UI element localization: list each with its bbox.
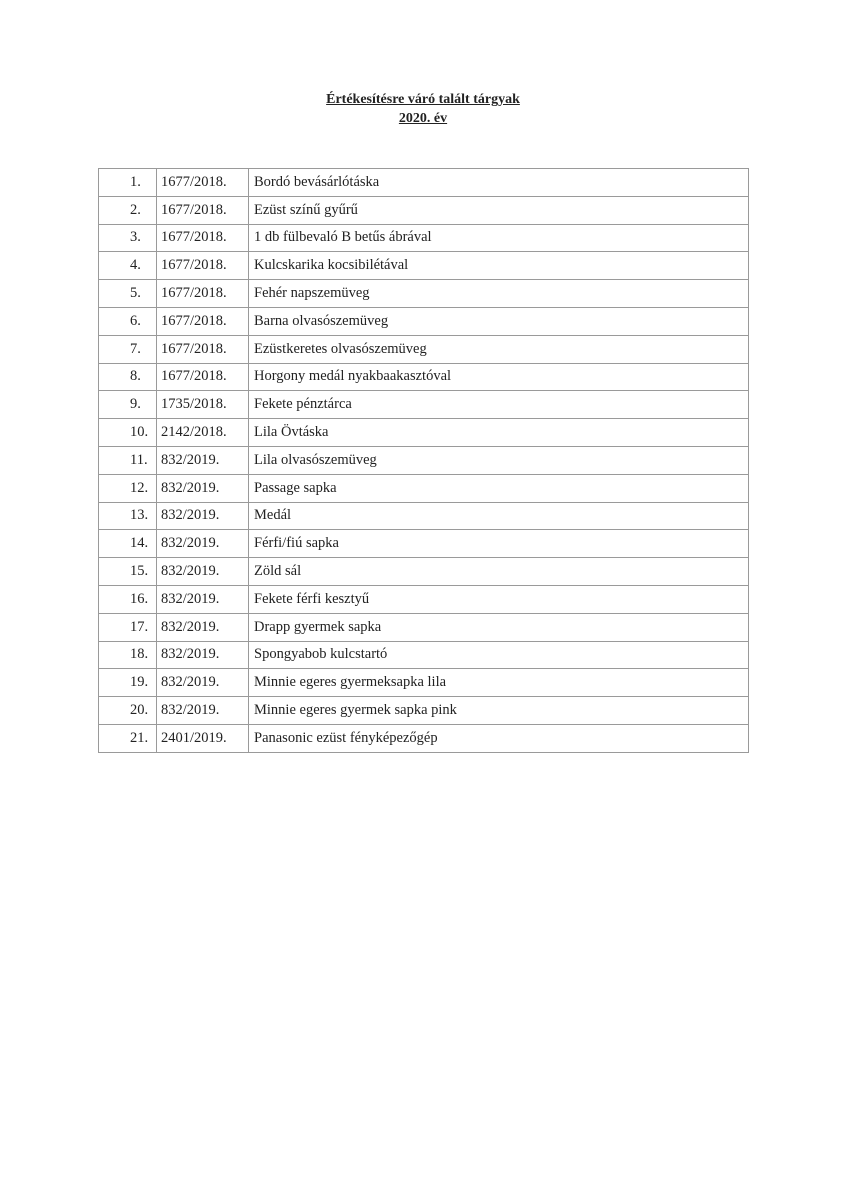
case-number: 832/2019. xyxy=(157,585,249,613)
found-items-table xyxy=(98,168,749,753)
row-number-text: 1. xyxy=(130,173,141,190)
item-description: Lila Övtáska xyxy=(249,419,749,447)
document-subtitle: 2020. év xyxy=(398,111,448,126)
item-description: Drapp gyermek sapka xyxy=(249,613,749,641)
item-description: 1 db fülbevaló B betűs ábrával xyxy=(249,224,749,252)
row-number-text: 12. xyxy=(130,479,149,496)
found-items-table-body xyxy=(99,169,749,753)
case-number: 1677/2018. xyxy=(157,280,249,308)
table-row xyxy=(99,419,749,447)
row-number-text: 18. xyxy=(130,646,149,663)
case-number: 1677/2018. xyxy=(157,169,249,197)
row-number xyxy=(99,335,157,363)
row-number-text: 9. xyxy=(130,396,141,413)
row-number-text: 17. xyxy=(130,618,149,635)
item-description: Ezüstkeretes olvasószemüveg xyxy=(249,335,749,363)
title-block xyxy=(0,90,846,128)
row-number-text: 13. xyxy=(130,507,149,524)
case-number: 2142/2018. xyxy=(157,419,249,447)
row-number-text: 5. xyxy=(130,285,141,302)
case-number: 832/2019. xyxy=(157,446,249,474)
case-number: 832/2019. xyxy=(157,474,249,502)
case-number: 1677/2018. xyxy=(157,252,249,280)
row-number xyxy=(99,641,157,669)
item-description: Minnie egeres gyermeksapka lila xyxy=(249,669,749,697)
row-number xyxy=(99,280,157,308)
row-number xyxy=(99,391,157,419)
document-title: Értékesítésre váró talált tárgyak xyxy=(326,92,520,107)
case-number: 832/2019. xyxy=(157,502,249,530)
row-number-text: 21. xyxy=(130,729,149,746)
row-number xyxy=(99,613,157,641)
table-row xyxy=(99,307,749,335)
case-number: 1677/2018. xyxy=(157,335,249,363)
row-number-text: 15. xyxy=(130,563,149,580)
row-number xyxy=(99,419,157,447)
item-description: Medál xyxy=(249,502,749,530)
table-row xyxy=(99,363,749,391)
row-number xyxy=(99,474,157,502)
row-number xyxy=(99,196,157,224)
row-number-text: 8. xyxy=(130,368,141,385)
row-number xyxy=(99,585,157,613)
row-number-text: 6. xyxy=(130,312,141,329)
table-row xyxy=(99,558,749,586)
item-description: Horgony medál nyakbaakasztóval xyxy=(249,363,749,391)
table-row xyxy=(99,391,749,419)
table-row xyxy=(99,169,749,197)
table-row xyxy=(99,280,749,308)
case-number: 1677/2018. xyxy=(157,196,249,224)
row-number-text: 2. xyxy=(130,201,141,218)
item-description: Passage sapka xyxy=(249,474,749,502)
item-description: Ezüst színű gyűrű xyxy=(249,196,749,224)
case-number: 832/2019. xyxy=(157,558,249,586)
row-number xyxy=(99,669,157,697)
item-description: Minnie egeres gyermek sapka pink xyxy=(249,697,749,725)
item-description: Bordó bevásárlótáska xyxy=(249,169,749,197)
row-number-text: 16. xyxy=(130,590,149,607)
case-number: 1677/2018. xyxy=(157,224,249,252)
case-number: 1735/2018. xyxy=(157,391,249,419)
item-description: Fekete pénztárca xyxy=(249,391,749,419)
row-number xyxy=(99,363,157,391)
row-number xyxy=(99,558,157,586)
row-number xyxy=(99,724,157,752)
table-row xyxy=(99,335,749,363)
item-description: Férfi/fiú sapka xyxy=(249,530,749,558)
table-row xyxy=(99,697,749,725)
table-row xyxy=(99,669,749,697)
row-number-text: 7. xyxy=(130,340,141,357)
case-number: 2401/2019. xyxy=(157,724,249,752)
case-number: 1677/2018. xyxy=(157,307,249,335)
row-number-text: 10. xyxy=(130,424,149,441)
row-number-text: 20. xyxy=(130,702,149,719)
item-description: Fekete férfi kesztyű xyxy=(249,585,749,613)
item-description: Lila olvasószemüveg xyxy=(249,446,749,474)
case-number: 832/2019. xyxy=(157,641,249,669)
row-number-text: 4. xyxy=(130,257,141,274)
table-row xyxy=(99,641,749,669)
table-row xyxy=(99,196,749,224)
case-number: 832/2019. xyxy=(157,530,249,558)
row-number xyxy=(99,224,157,252)
row-number xyxy=(99,446,157,474)
table-row xyxy=(99,530,749,558)
case-number: 832/2019. xyxy=(157,697,249,725)
table-row xyxy=(99,502,749,530)
table-row xyxy=(99,474,749,502)
case-number: 832/2019. xyxy=(157,613,249,641)
item-description: Fehér napszemüveg xyxy=(249,280,749,308)
row-number-text: 11. xyxy=(130,451,148,468)
item-description: Zöld sál xyxy=(249,558,749,586)
row-number-text: 3. xyxy=(130,229,141,246)
row-number xyxy=(99,502,157,530)
item-description: Kulcskarika kocsibilétával xyxy=(249,252,749,280)
row-number xyxy=(99,252,157,280)
item-description: Panasonic ezüst fényképezőgép xyxy=(249,724,749,752)
table-row xyxy=(99,252,749,280)
case-number: 1677/2018. xyxy=(157,363,249,391)
table-row xyxy=(99,585,749,613)
item-description: Spongyabob kulcstartó xyxy=(249,641,749,669)
row-number xyxy=(99,530,157,558)
row-number xyxy=(99,697,157,725)
row-number xyxy=(99,169,157,197)
table-row xyxy=(99,224,749,252)
case-number: 832/2019. xyxy=(157,669,249,697)
row-number xyxy=(99,307,157,335)
item-description: Barna olvasószemüveg xyxy=(249,307,749,335)
row-number-text: 19. xyxy=(130,674,149,691)
table-row xyxy=(99,724,749,752)
row-number-text: 14. xyxy=(130,535,149,552)
table-row xyxy=(99,613,749,641)
table-row xyxy=(99,446,749,474)
